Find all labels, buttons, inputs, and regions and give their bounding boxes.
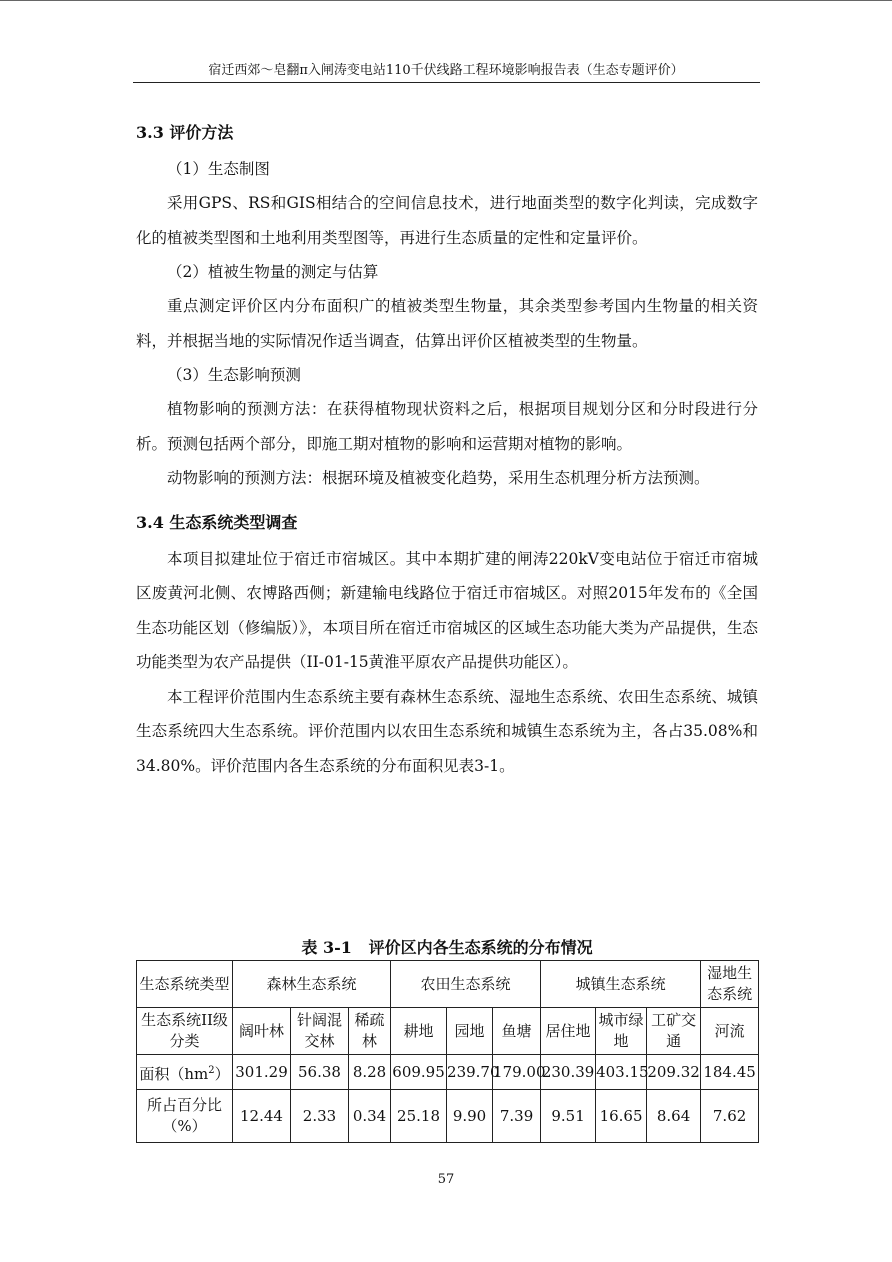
running-header: 宿迁西郊～皂翻π入闸涛变电站110千伏线路工程环境影响报告表（生态专题评价）: [208, 63, 684, 78]
method-item-2: （2）植被生物量的测定与估算: [167, 263, 379, 281]
section-3-3-title: 3.3 评价方法: [136, 123, 234, 142]
percentage-cell: 12.44: [233, 1090, 291, 1143]
paragraph-biomass: 重点测定评价区内分布面积广的植被类型生物量，其余类型参考国内生物量的相关资料，并根据当地的实际情况作适当调查，估算出评价区植被类型的生物量。: [136, 297, 758, 350]
percentage-cell: 7.62: [701, 1090, 759, 1143]
area-cell: 8.28: [349, 1055, 391, 1090]
area-cell: 56.38: [291, 1055, 349, 1090]
group-farmland: 农田生态系统: [391, 961, 541, 1008]
subtype-cell: 耕地: [391, 1008, 447, 1055]
paragraph-plant-prediction: 植物影响的预测方法：在获得植物现状资料之后，根据项目规划分区和分时段进行分析。预测包括两个部分，即施工期对植物的影响和运营期对植物的影响。: [136, 400, 758, 453]
paragraph-ecological-mapping: 采用GPS、RS和GIS相结合的空间信息技术，进行地面类型的数字化判读，完成数字化的植被类型图和土地利用类型图等，再进行生态质量的定性和定量评价。: [136, 194, 758, 247]
area-cell: 403.15: [596, 1055, 647, 1090]
subtype-cell: 工矿交通: [647, 1008, 701, 1055]
subtype-cell: 园地: [447, 1008, 493, 1055]
paragraph-project-location: 本项目拟建址位于宿迁市宿城区。其中本期扩建的闸涛220kV变电站位于宿迁市宿城区废黄河北侧、农博路西侧；新建输电线路位于宿迁市宿城区。对照2015年发布的《全国生态功能区划（修编版）》，本项目所在宿迁市宿城区的区域生态功能大类为产品提供，生态功能类型为农产品提供（II-01-15黄淮平原农产品提供功能区）。: [136, 549, 758, 671]
subtype-cell: 针阔混交林: [291, 1008, 349, 1055]
area-cell: 239.70: [447, 1055, 493, 1090]
row-label-percentage: 所占百分比（%）: [137, 1090, 233, 1143]
row-label-area: [137, 1055, 233, 1090]
percentage-cell: 16.65: [596, 1090, 647, 1143]
area-cell: 301.29: [233, 1055, 291, 1090]
area-unit-superscript: 2: [208, 1064, 215, 1076]
percentage-cell: 7.39: [493, 1090, 541, 1143]
percentage-cell: 8.64: [647, 1090, 701, 1143]
row-label-subtype: 生态系统II级分类: [137, 1008, 233, 1055]
area-cell: 609.95: [391, 1055, 447, 1090]
header-rule: [133, 82, 760, 83]
top-border-line: [0, 0, 892, 1]
percentage-cell: 9.90: [447, 1090, 493, 1143]
percentage-cell: 0.34: [349, 1090, 391, 1143]
group-forest: 森林生态系统: [233, 961, 391, 1008]
area-label-close: ）: [214, 1064, 230, 1083]
table-row: [137, 1090, 759, 1143]
table-row: [137, 1055, 759, 1090]
area-cell: 209.32: [647, 1055, 701, 1090]
area-cell: 230.39: [541, 1055, 596, 1090]
subtype-cell: 居住地: [541, 1008, 596, 1055]
subtype-cell: 城市绿地: [596, 1008, 647, 1055]
group-wetland: 湿地生态系统: [701, 961, 759, 1008]
percentage-cell: 2.33: [291, 1090, 349, 1143]
ecosystem-distribution-table: [136, 960, 759, 1143]
area-cell: 184.45: [701, 1055, 759, 1090]
body-content: [136, 116, 758, 783]
method-item-1: （1）生态制图: [167, 160, 270, 178]
page-number: 57: [437, 1172, 455, 1187]
area-label-text: 面积（hm: [139, 1064, 209, 1083]
row-label-ecosystem-type: 生态系统类型: [137, 961, 233, 1008]
subtype-cell: 鱼塘: [493, 1008, 541, 1055]
group-urban: 城镇生态系统: [541, 961, 701, 1008]
paragraph-ecosystem-types: 本工程评价范围内生态系统主要有森林生态系统、湿地生态系统、农田生态系统、城镇生态系统四大生态系统。评价范围内以农田生态系统和城镇生态系统为主，各占35.08%和34.80%。评价范围内各生态系统的分布面积见表3-1。: [136, 687, 758, 775]
table-row: [137, 961, 759, 1008]
subtype-cell: 稀疏林: [349, 1008, 391, 1055]
percentage-cell: 9.51: [541, 1090, 596, 1143]
area-cell: 179.00: [493, 1055, 541, 1090]
table-row: [137, 1008, 759, 1055]
method-item-3: （3）生态影响预测: [167, 366, 301, 384]
subtype-cell: 阔叶林: [233, 1008, 291, 1055]
table-caption: 表 3-1 评价区内各生态系统的分布情况: [301, 938, 593, 957]
percentage-cell: 25.18: [391, 1090, 447, 1143]
paragraph-animal-prediction: 动物影响的预测方法：根据环境及植被变化趋势，采用生态机理分析方法预测。: [167, 469, 710, 487]
subtype-cell: 河流: [701, 1008, 759, 1055]
section-3-4-title: 3.4 生态系统类型调查: [136, 512, 298, 532]
